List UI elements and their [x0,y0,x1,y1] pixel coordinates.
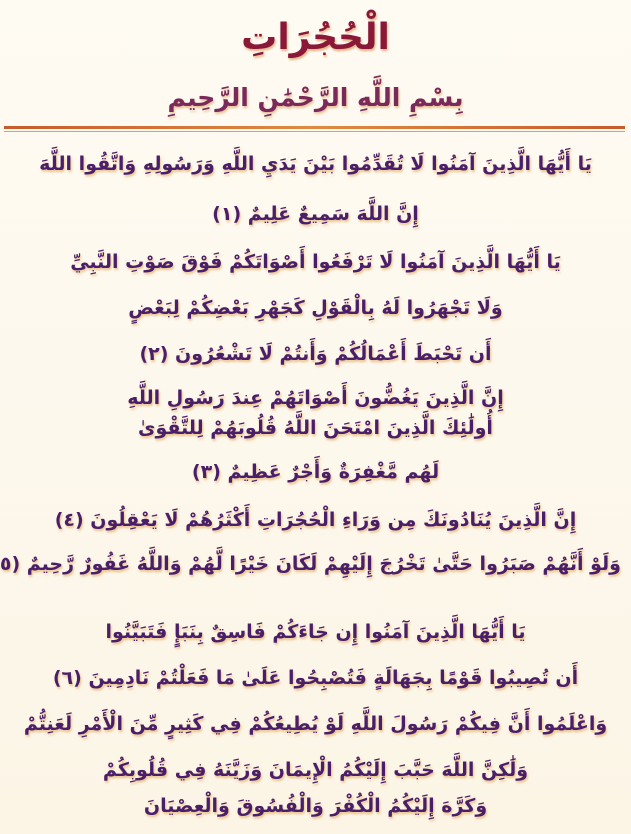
verse-line: وَلَٰكِنَّ اللَّهَ حَبَّبَ إِلَيْكُمُ الْإِيمَانَ وَزَيَّنَهُ فِي قُلُوبِكُمْ [102,759,529,781]
verse-line: إِنَّ اللَّهَ سَمِيعٌ عَلِيمٌ (١) [212,203,419,225]
verse-line: وَلَوْ أَنَّهُمْ صَبَرُوا حَتَّىٰ تَخْرُجَ إِلَيْهِمْ لَكَانَ خَيْرًا لَّهُمْ وَاللَّهُ غَفُورٌ رَّحِيمٌ (٥ [0,553,621,575]
surah-title: الْحُجُرَاتِ [241,17,390,58]
verse-line: إِنَّ الَّذِينَ يُنَادُونَكَ مِن وَرَاءِ الْحُجُرَاتِ أَكْثَرُهُمْ لَا يَعْقِلُونَ (٤) [54,509,577,531]
verse-line: لَهُم مَّغْفِرَةٌ وَأَجْرٌ عَظِيمٌ (٣) [191,461,440,483]
verse-line: وَلَا تَجْهَرُوا لَهُ بِالْقَوْلِ كَجَهْرِ بَعْضِكُمْ لِبَعْضٍ [128,297,503,319]
divider-line-thin [4,131,625,132]
verse-line: وَكَرَّهَ إِلَيْكُمُ الْكُفْرَ وَالْفُسُوقَ وَالْعِصْيَانَ [143,795,488,817]
verse-line: إِنَّ الَّذِينَ يَغُضُّونَ أَصْوَاتَهُمْ عِندَ رَسُولِ اللَّهِ [127,387,504,409]
divider-line [4,126,625,129]
verse-line: أُولَٰئِكَ الَّذِينَ امْتَحَنَ اللَّهُ قُلُوبَهُمْ لِلتَّقْوَىٰ [138,417,493,439]
verse-line: يَا أَيُّهَا الَّذِينَ آمَنُوا لَا تُقَدِّمُوا بَيْنَ يَدَيِ اللَّهِ وَرَسُولِهِ وَاتَّقُوا اللَّهَ [39,153,592,175]
verse-line: يَا أَيُّهَا الَّذِينَ آمَنُوا إِن جَاءَكُمْ فَاسِقٌ بِنَبَإٍ فَتَبَيَّنُوا [105,621,526,643]
basmala: بِسْمِ اللَّهِ الرَّحْمَٰنِ الرَّحِيمِ [167,83,464,112]
verse-line: يَا أَيُّهَا الَّذِينَ آمَنُوا لَا تَرْفَعُوا أَصْوَاتَكُمْ فَوْقَ صَوْتِ النَّبِيِّ [70,251,561,273]
verse-line: وَاعْلَمُوا أَنَّ فِيكُمْ رَسُولَ اللَّهِ لَوْ يُطِيعُكُمْ فِي كَثِيرٍ مِّنَ الْأَمْرِ لَعَنِتُّمْ [23,713,608,735]
verse-line: أَن تُصِيبُوا قَوْمًا بِجَهَالَةٍ فَتُصْبِحُوا عَلَىٰ مَا فَعَلْتُمْ نَادِمِينَ (٦) [52,667,579,689]
verse-line: أَن تَحْبَطَ أَعْمَالُكُمْ وَأَنتُمْ لَا تَشْعُرُونَ (٢) [139,343,492,365]
